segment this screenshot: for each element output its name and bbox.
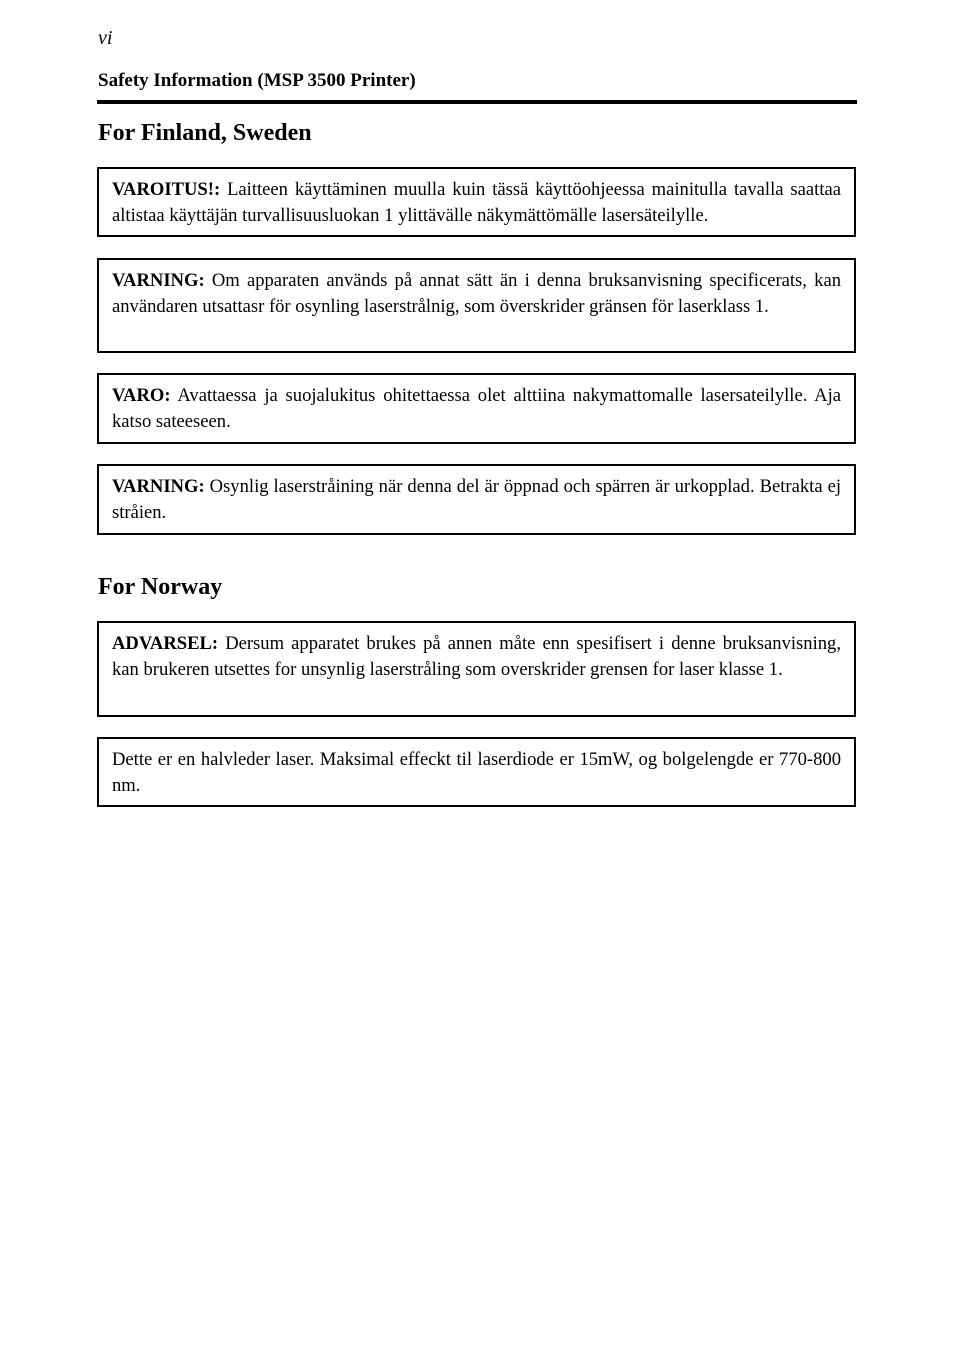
notice-text: Dette er en halvleder laser. Maksimal effeckt til laserdiode er 15mW, og bolgelengde er 770-800 nm. — [112, 749, 841, 796]
notice-text: Dersum apparatet brukes på annen måte enn spesifisert i denne bruksanvisning, kan brukeren utsettes for unsynlig laserstråling som overskrider grensen for laser klasse 1. — [112, 633, 841, 680]
header-rule — [97, 100, 857, 104]
notice-label: VAROITUS!: — [112, 179, 221, 200]
notice-label: ADVARSEL: — [112, 633, 219, 654]
notice-norwegian-advarsel — [97, 621, 856, 717]
notice-finnish-varoitus — [97, 167, 856, 237]
notice-swedish-varning — [97, 258, 856, 353]
notice-label: VARNING: — [112, 270, 205, 291]
notice-text: Osynlig laserstråining när denna del är öppnad och spärren är urkopplad. Betrakta ej stråien. — [112, 476, 842, 523]
notice-swedish-varning-interlock — [97, 464, 856, 535]
section-heading-norway: For Norway — [98, 574, 223, 600]
notice-finnish-varo — [97, 373, 856, 444]
section-heading-finland-sweden: For Finland, Sweden — [98, 120, 312, 146]
notice-label: VARO: — [112, 385, 171, 406]
notice-text: Laitteen käyttäminen muulla kuin tässä käyttöohjeessa mainitulla tavalla saattaa altistaa käyttäjän turvallisuusluokan 1 ylittävälle näkymättömälle lasersäteilylle. — [112, 179, 841, 226]
running-header: Safety Information (MSP 3500 Printer) — [98, 70, 416, 91]
notice-norwegian-laser-spec — [97, 737, 856, 807]
notice-label: VARNING: — [112, 476, 205, 497]
notice-text: Avattaessa ja suojalukitus ohitettaessa olet alttiina nakymattomalle lasersateilylle. Aja katso sateeseen. — [112, 385, 842, 432]
page-number: vi — [98, 27, 113, 49]
notice-text: Om apparaten används på annat sätt än i denna bruksanvisning specificerats, kan användaren utsattasr för osynling laserstrålnig, som överskrider gränsen för laserklass 1. — [112, 270, 841, 317]
